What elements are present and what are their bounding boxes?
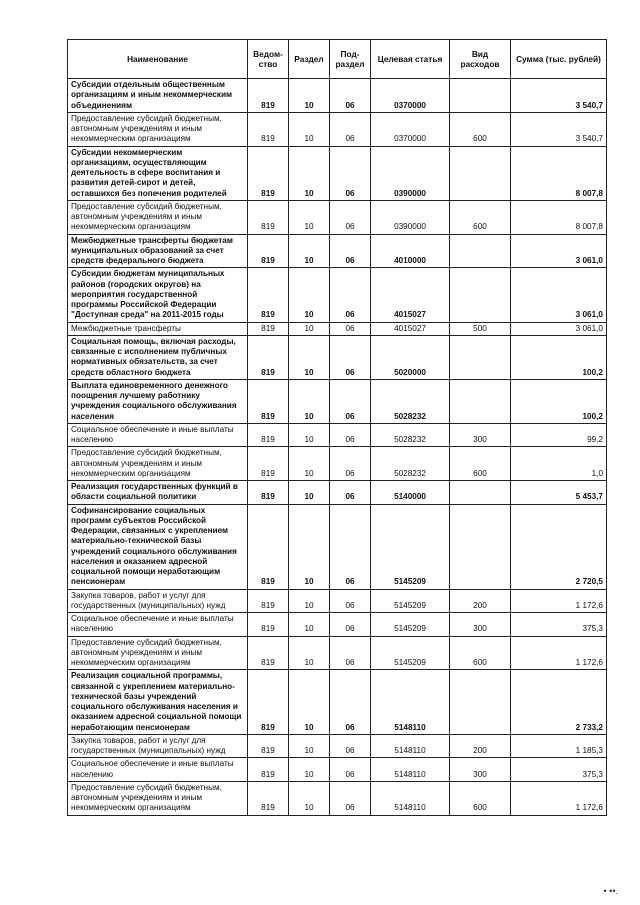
row-target: 4010000 xyxy=(371,234,450,268)
row-section: 10 xyxy=(289,781,330,815)
row-name: Межбюджетные трансферты бюджетам муниципальных образований за счет средств федерального бюджета xyxy=(68,234,248,268)
row-amount: 3 061,0 xyxy=(511,234,607,268)
row-expense-type xyxy=(450,234,511,268)
row-target: 5028232 xyxy=(371,447,450,481)
row-section: 10 xyxy=(289,589,330,613)
row-name: Реализация социальной программы, связанной с укреплением материально-технической базы учреждений социального обслуживания населения и оказанием адресной социальной помощи неработающим пенсионерам xyxy=(68,670,248,735)
row-amount: 2 720,5 xyxy=(511,504,607,589)
header-subsection: Под-раздел xyxy=(330,40,371,79)
row-dept: 819 xyxy=(248,613,289,637)
row-target: 4015027 xyxy=(371,322,450,335)
row-dept: 819 xyxy=(248,481,289,505)
table-row xyxy=(68,322,607,335)
row-section: 10 xyxy=(289,734,330,758)
row-name: Выплата единовременного денежного поощрения лучшему работнику учреждения социального обслуживания населения xyxy=(68,379,248,423)
row-amount: 100,2 xyxy=(511,379,607,423)
row-section: 10 xyxy=(289,423,330,447)
row-section: 10 xyxy=(289,112,330,146)
row-amount: 99,2 xyxy=(511,423,607,447)
row-dept: 819 xyxy=(248,636,289,670)
row-expense-type: 600 xyxy=(450,781,511,815)
table-row xyxy=(68,379,607,423)
row-section: 10 xyxy=(289,146,330,200)
row-target: 4015027 xyxy=(371,268,450,322)
header-amount: Сумма (тыс. рублей) xyxy=(511,40,607,79)
row-target: 5145209 xyxy=(371,589,450,613)
row-expense-type: 600 xyxy=(450,112,511,146)
row-section: 10 xyxy=(289,670,330,735)
row-target: 5148110 xyxy=(371,781,450,815)
header-expense-type: Вид расходов xyxy=(450,40,511,79)
row-subsection: 06 xyxy=(330,504,371,589)
row-dept: 819 xyxy=(248,758,289,782)
row-amount: 8 007,8 xyxy=(511,146,607,200)
row-name: Предоставление субсидий бюджетным, автономным учреждениям и иным некоммерческим организациям xyxy=(68,112,248,146)
row-amount: 1 185,3 xyxy=(511,734,607,758)
row-target: 5028232 xyxy=(371,423,450,447)
header-dept: Ведом-ство xyxy=(248,40,289,79)
row-section: 10 xyxy=(289,758,330,782)
row-amount: 100,2 xyxy=(511,335,607,379)
header-name: Наименование xyxy=(68,40,248,79)
row-name: Субсидии бюджетам муниципальных районов (городских округов) на мероприятия государственной программы Российской Федерации "Доступная среда" на 2011-2015 годы xyxy=(68,268,248,322)
row-subsection: 06 xyxy=(330,589,371,613)
row-amount: 2 733,2 xyxy=(511,670,607,735)
row-dept: 819 xyxy=(248,234,289,268)
row-target: 5148110 xyxy=(371,734,450,758)
row-target: 5145209 xyxy=(371,636,450,670)
row-subsection: 06 xyxy=(330,234,371,268)
row-target: 0370000 xyxy=(371,112,450,146)
row-subsection: 06 xyxy=(330,335,371,379)
table-row xyxy=(68,481,607,505)
table-row xyxy=(68,423,607,447)
row-target: 5145209 xyxy=(371,613,450,637)
row-target: 5148110 xyxy=(371,670,450,735)
row-amount: 5 453,7 xyxy=(511,481,607,505)
row-target: 5145209 xyxy=(371,504,450,589)
row-section: 10 xyxy=(289,379,330,423)
row-dept: 819 xyxy=(248,200,289,234)
row-section: 10 xyxy=(289,200,330,234)
row-subsection: 06 xyxy=(330,734,371,758)
table-row xyxy=(68,112,607,146)
row-name: Социальное обеспечение и иные выплаты населению xyxy=(68,758,248,782)
row-name: Социальная помощь, включая расходы, связанные с исполнением публичных нормативных обязательств, за счет средств областного бюджета xyxy=(68,335,248,379)
table-row xyxy=(68,146,607,200)
row-subsection: 06 xyxy=(330,379,371,423)
row-subsection: 06 xyxy=(330,670,371,735)
row-subsection: 06 xyxy=(330,613,371,637)
row-expense-type xyxy=(450,146,511,200)
row-amount: 8 007,8 xyxy=(511,200,607,234)
table-row xyxy=(68,589,607,613)
row-subsection: 06 xyxy=(330,79,371,113)
table-row xyxy=(68,79,607,113)
table-row xyxy=(68,636,607,670)
row-section: 10 xyxy=(289,447,330,481)
row-name: Закупка товаров, работ и услуг для государственных (муниципальных) нужд xyxy=(68,734,248,758)
row-section: 10 xyxy=(289,481,330,505)
row-expense-type: 600 xyxy=(450,447,511,481)
table-row xyxy=(68,613,607,637)
table-row xyxy=(68,200,607,234)
page-mark: • ••. xyxy=(603,886,618,896)
row-subsection: 06 xyxy=(330,112,371,146)
row-expense-type xyxy=(450,79,511,113)
row-target: 5028232 xyxy=(371,379,450,423)
row-dept: 819 xyxy=(248,589,289,613)
row-expense-type: 600 xyxy=(450,636,511,670)
row-name: Предоставление субсидий бюджетным, автономным учреждениям и иным некоммерческим организациям xyxy=(68,636,248,670)
row-dept: 819 xyxy=(248,79,289,113)
row-expense-type: 200 xyxy=(450,589,511,613)
table-row xyxy=(68,670,607,735)
row-name: Социальное обеспечение и иные выплаты населению xyxy=(68,423,248,447)
row-amount: 1,0 xyxy=(511,447,607,481)
row-section: 10 xyxy=(289,613,330,637)
row-name: Закупка товаров, работ и услуг для государственных (муниципальных) нужд xyxy=(68,589,248,613)
row-expense-type xyxy=(450,268,511,322)
row-expense-type xyxy=(450,379,511,423)
row-name: Предоставление субсидий бюджетным, автономным учреждениям и иным некоммерческим организациям xyxy=(68,781,248,815)
row-amount: 3 061,0 xyxy=(511,268,607,322)
row-subsection: 06 xyxy=(330,781,371,815)
row-amount: 375,3 xyxy=(511,758,607,782)
row-dept: 819 xyxy=(248,268,289,322)
row-dept: 819 xyxy=(248,379,289,423)
row-name: Софинансирование социальных программ субъектов Российской Федерации, связанных с укреплением материально-технической базы учреждений социального обслуживания населения и оказанием адресной социальной помощи неработающим пенсионерам xyxy=(68,504,248,589)
row-amount: 1 172,6 xyxy=(511,781,607,815)
row-dept: 819 xyxy=(248,734,289,758)
row-dept: 819 xyxy=(248,335,289,379)
table-row xyxy=(68,335,607,379)
row-target: 0370000 xyxy=(371,79,450,113)
row-expense-type: 200 xyxy=(450,734,511,758)
row-name: Реализация государственных функций в области социальной политики xyxy=(68,481,248,505)
row-section: 10 xyxy=(289,268,330,322)
row-expense-type xyxy=(450,335,511,379)
row-dept: 819 xyxy=(248,146,289,200)
row-subsection: 06 xyxy=(330,423,371,447)
table-row xyxy=(68,734,607,758)
budget-table xyxy=(67,39,607,816)
row-name: Субсидии отдельным общественным организациям и иным некоммерческим объединениям xyxy=(68,79,248,113)
row-subsection: 06 xyxy=(330,322,371,335)
row-section: 10 xyxy=(289,234,330,268)
table-row xyxy=(68,781,607,815)
row-target: 5020000 xyxy=(371,335,450,379)
row-amount: 3 540,7 xyxy=(511,79,607,113)
row-dept: 819 xyxy=(248,112,289,146)
row-name: Предоставление субсидий бюджетным, автономным учреждениям и иным некоммерческим организациям xyxy=(68,200,248,234)
row-expense-type xyxy=(450,504,511,589)
table-row xyxy=(68,234,607,268)
row-name: Социальное обеспечение и иные выплаты населению xyxy=(68,613,248,637)
row-expense-type xyxy=(450,481,511,505)
table-header-row xyxy=(68,40,607,79)
row-subsection: 06 xyxy=(330,146,371,200)
row-amount: 375,3 xyxy=(511,613,607,637)
row-name: Предоставление субсидий бюджетным, автономным учреждениям и иным некоммерческим организациям xyxy=(68,447,248,481)
row-expense-type: 300 xyxy=(450,423,511,447)
row-subsection: 06 xyxy=(330,636,371,670)
row-name: Межбюджетные трансферты xyxy=(68,322,248,335)
row-target: 0390000 xyxy=(371,200,450,234)
row-amount: 3 061,0 xyxy=(511,322,607,335)
row-expense-type: 600 xyxy=(450,200,511,234)
row-dept: 819 xyxy=(248,322,289,335)
row-amount: 3 540,7 xyxy=(511,112,607,146)
row-target: 5148110 xyxy=(371,758,450,782)
row-section: 10 xyxy=(289,79,330,113)
row-subsection: 06 xyxy=(330,268,371,322)
row-section: 10 xyxy=(289,504,330,589)
row-section: 10 xyxy=(289,636,330,670)
row-subsection: 06 xyxy=(330,200,371,234)
table-row xyxy=(68,758,607,782)
row-target: 0390000 xyxy=(371,146,450,200)
row-subsection: 06 xyxy=(330,447,371,481)
row-subsection: 06 xyxy=(330,481,371,505)
row-subsection: 06 xyxy=(330,758,371,782)
row-amount: 1 172,6 xyxy=(511,589,607,613)
row-expense-type: 300 xyxy=(450,758,511,782)
row-section: 10 xyxy=(289,335,330,379)
row-dept: 819 xyxy=(248,670,289,735)
row-target: 5140000 xyxy=(371,481,450,505)
table-row xyxy=(68,268,607,322)
row-dept: 819 xyxy=(248,423,289,447)
row-name: Субсидии некоммерческим организациям, осуществляющим деятельность в сфере воспитания и развития детей-сирот и детей, оставшихся без попечения родителей xyxy=(68,146,248,200)
row-dept: 819 xyxy=(248,447,289,481)
table-row xyxy=(68,447,607,481)
header-section: Раздел xyxy=(289,40,330,79)
row-amount: 1 172,6 xyxy=(511,636,607,670)
row-expense-type xyxy=(450,670,511,735)
row-dept: 819 xyxy=(248,781,289,815)
row-expense-type: 300 xyxy=(450,613,511,637)
row-section: 10 xyxy=(289,322,330,335)
table-row xyxy=(68,504,607,589)
row-dept: 819 xyxy=(248,504,289,589)
header-target: Целевая статья xyxy=(371,40,450,79)
row-expense-type: 500 xyxy=(450,322,511,335)
